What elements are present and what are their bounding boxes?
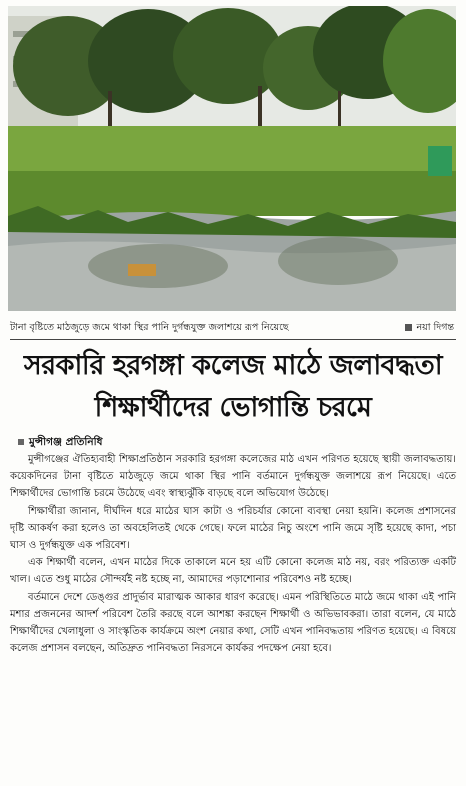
byline-text: মুন্সীগঞ্জ প্রতিনিধি	[29, 436, 103, 448]
article-paragraph: এক শিক্ষার্থী বলেন, এখন মাঠের দিকে তাকালে মনে হয় এটি কোনো কলেজ মাঠ নয়, বরং পরিত্যক্ত একটি খাল। এতে শুধু মাঠের সৌন্দর্যই নষ্ট হচ্ছে না, আমাদের পড়াশোনার পরিবেশও নষ্ট হচ্ছে।	[10, 557, 456, 586]
credit-square-icon	[405, 324, 412, 331]
headline-line-2: শিক্ষার্থীদের ভোগান্তি চরমে	[94, 392, 372, 423]
photo-caption	[10, 318, 458, 338]
waterlogged-field-image	[8, 6, 456, 311]
divider-top	[10, 339, 456, 340]
news-photo	[8, 6, 456, 311]
article-body	[10, 451, 456, 657]
caption-text: টানা বৃষ্টিতে মাঠজুড়ে জমে থাকা স্থির পানি দুর্গন্ধযুক্ত জলাশয়ে রূপ নিয়েছে	[10, 322, 289, 333]
article-paragraph: মুন্সীগঞ্জের ঐতিহ্যবাহী শিক্ষাপ্রতিষ্ঠান সরকারি হরগঙ্গা কলেজের মাঠ এখন পরিণত হয়েছে স্থায়ী জলাবদ্ধতায়। কয়েকদিনের টানা বৃষ্টিতে মাঠজুড়ে জমে থাকা স্থির পানি বর্তমানে দুর্গন্ধযুক্ত জলাশয়ে রূপ নিয়েছে। এতে শিক্ষার্থীদের ভোগান্তি চরমে উঠেছে এবং স্বাস্থ্যঝুঁকি বাড়ছে বলে অভিযোগ উঠেছে।	[10, 454, 456, 500]
byline	[18, 434, 102, 450]
byline-bullet-icon	[18, 439, 24, 445]
article-paragraph: শিক্ষার্থীরা জানান, দীর্ঘদিন ধরে মাঠের ঘাস কাটা ও পরিচর্যার কোনো ব্যবস্থা নেয়া হয়নি। কলেজ প্রশাসনের দৃষ্টি আকর্ষণ করা হলেও তা অবহেলিতই থেকে গেছে। ফলে মাঠের নিচু অংশে পানি জমে সৃষ্টি হয়েছে কাদা, পচা ঘাস ও দুর্গন্ধযুক্ত এক পরিবেশ।	[10, 505, 456, 552]
credit-text: নয়া দিগন্ত	[416, 322, 454, 333]
article-paragraph: বর্তমানে দেশে ডেঙ্গুর প্রাদুর্ভাব মারাত্মক আকার ধারণ করেছে। এমন পরিস্থিতিতে মাঠে জমে থাকা এই পানি মশার প্রজননের আদর্শ পরিবেশ তৈরি করছে বলে আশঙ্কা করছেন শিক্ষার্থী ও অভিভাবকরা। তারা বলেন, যে মাঠে শিক্ষার্থীদের খেলাধুলা ও সাংস্কৃতিক কার্যক্রমে অংশ নেয়ার কথা, সেটি এখন পানিবদ্ধতায় পরিণত হয়েছে। এ বিষয়ে কলেজ প্রশাসন বলছেন, অতিদ্রুত পানিবদ্ধতা নিরসনে কার্যকর পদক্ষেপ নেয়া হবে।	[10, 591, 456, 655]
headline-line-1: সরকারি হরগঙ্গা কলেজ মাঠে জলাবদ্ধতা	[23, 350, 443, 381]
photo-credit	[405, 318, 454, 338]
